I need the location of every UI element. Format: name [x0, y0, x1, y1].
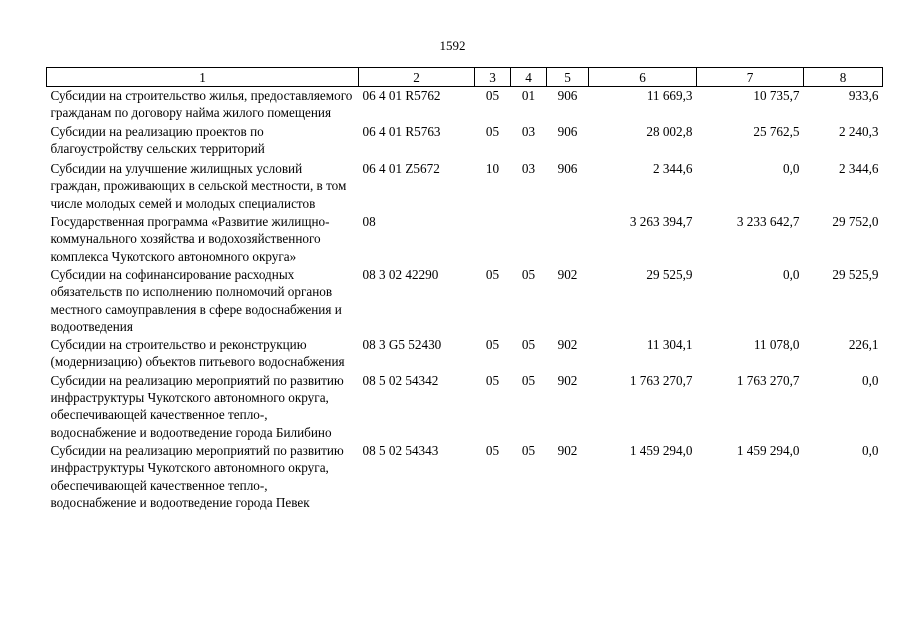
- row-value-6: 28 002,8: [646, 123, 693, 139]
- table-row: [47, 266, 883, 336]
- budget-table: [46, 67, 883, 512]
- row-name: Субсидии на софинансирование расходных обязательств по исполнению полномочий органов местного самоуправления в сфере водоснабжения и водоотведения: [50, 266, 342, 334]
- row-value-7: 1 763 270,7: [736, 372, 800, 388]
- row-department: 906: [557, 161, 578, 177]
- row-value-8: 29 525,9: [832, 266, 879, 282]
- table-header-row: [47, 68, 883, 87]
- row-section: 05: [485, 442, 500, 458]
- row-name: Субсидии на улучшение жилищных условий граждан, проживающих в сельской местности, в том числе молодых семей и молодых специалистов: [50, 161, 347, 211]
- row-value-8: 0,0: [862, 442, 879, 458]
- row-code: 08 3 02 42290: [362, 266, 439, 282]
- table-row: [47, 123, 883, 161]
- row-subsection: 05: [521, 442, 536, 458]
- row-department: 902: [557, 372, 578, 388]
- row-value-8: 226,1: [848, 337, 879, 353]
- row-section: 05: [485, 123, 500, 139]
- row-value-8: 933,6: [848, 88, 879, 103]
- row-value-7: 10 735,7: [753, 88, 800, 103]
- row-code: 08 5 02 54342: [362, 372, 439, 388]
- row-subsection: 01: [521, 88, 536, 103]
- row-value-6: 3 263 394,7: [629, 214, 693, 230]
- row-subsection: [511, 213, 547, 266]
- row-department: 902: [557, 266, 578, 282]
- table-row: [47, 160, 883, 213]
- row-subsection: 05: [521, 337, 536, 353]
- row-section: 05: [485, 372, 500, 388]
- row-code: 08 5 02 54343: [362, 442, 439, 458]
- row-department: 906: [557, 123, 578, 139]
- row-code: 06 4 01 Z5672: [362, 161, 440, 177]
- row-name: Субсидии на строительство и реконструкцию (модернизацию) объектов питьевого водоснабжения: [50, 337, 345, 370]
- row-value-8: 2 240,3: [838, 123, 879, 139]
- table-row: [47, 372, 883, 442]
- row-name: Субсидии на строительство жилья, предоставляемого гражданам по договору найма жилого помещения: [50, 88, 353, 121]
- row-section: 05: [485, 337, 500, 353]
- row-code: 08: [362, 214, 376, 230]
- row-value-7: 11 078,0: [753, 337, 800, 353]
- column-header: 8: [804, 68, 883, 87]
- row-value-6: 2 344,6: [652, 161, 693, 177]
- row-value-6: 11 669,3: [646, 88, 693, 103]
- row-value-6: 11 304,1: [646, 337, 693, 353]
- row-value-6: 1 763 270,7: [629, 372, 693, 388]
- row-department: 902: [557, 442, 578, 458]
- row-subsection: 05: [521, 266, 536, 282]
- row-name: Государственная программа «Развитие жилищно-коммунального хозяйства и водохозяйственного комплекса Чукотского автономного округа»: [50, 214, 330, 264]
- row-department: 902: [557, 337, 578, 353]
- column-header: 3: [475, 68, 511, 87]
- row-section: 05: [485, 88, 500, 103]
- row-value-7: 25 762,5: [753, 123, 800, 139]
- row-value-7: 1 459 294,0: [736, 442, 800, 458]
- column-header: 4: [511, 68, 547, 87]
- row-value-6: 29 525,9: [646, 266, 693, 282]
- table-row: [47, 442, 883, 512]
- row-code: 06 4 01 R5763: [362, 123, 441, 139]
- row-name: Субсидии на реализацию мероприятий по развитию инфраструктуры Чукотского автономного округа, обеспечивающей качественное тепло-, водоснабжение и водоотведение города Певек: [50, 442, 344, 510]
- column-header: 5: [547, 68, 589, 87]
- page-number: 1592: [439, 38, 466, 53]
- row-subsection: 03: [521, 123, 536, 139]
- row-subsection: 03: [521, 161, 536, 177]
- row-value-6: 1 459 294,0: [629, 442, 693, 458]
- table-row: [47, 87, 883, 123]
- row-value-7: 0,0: [783, 266, 800, 282]
- row-code: 06 4 01 R5762: [362, 88, 441, 103]
- row-department: 906: [557, 88, 578, 103]
- column-header: 7: [697, 68, 804, 87]
- row-section: [475, 213, 511, 266]
- column-header: 6: [589, 68, 697, 87]
- table-row: [47, 213, 883, 266]
- table-row: [47, 336, 883, 372]
- row-name: Субсидии на реализацию проектов по благоустройству сельских территорий: [50, 123, 265, 156]
- row-section: 10: [485, 161, 500, 177]
- row-value-8: 2 344,6: [838, 161, 879, 177]
- row-value-8: 29 752,0: [832, 214, 879, 230]
- row-value-8: 0,0: [862, 372, 879, 388]
- column-header: 1: [47, 68, 359, 87]
- column-header: 2: [359, 68, 475, 87]
- row-section: 05: [485, 266, 500, 282]
- row-value-7: 3 233 642,7: [736, 214, 800, 230]
- row-subsection: 05: [521, 372, 536, 388]
- row-department: [547, 213, 589, 266]
- row-code: 08 3 G5 52430: [362, 337, 442, 353]
- row-value-7: 0,0: [783, 161, 800, 177]
- row-name: Субсидии на реализацию мероприятий по развитию инфраструктуры Чукотского автономного округа, обеспечивающей качественное тепло-, водоснабжение и водоотведение города Билибино: [50, 372, 344, 440]
